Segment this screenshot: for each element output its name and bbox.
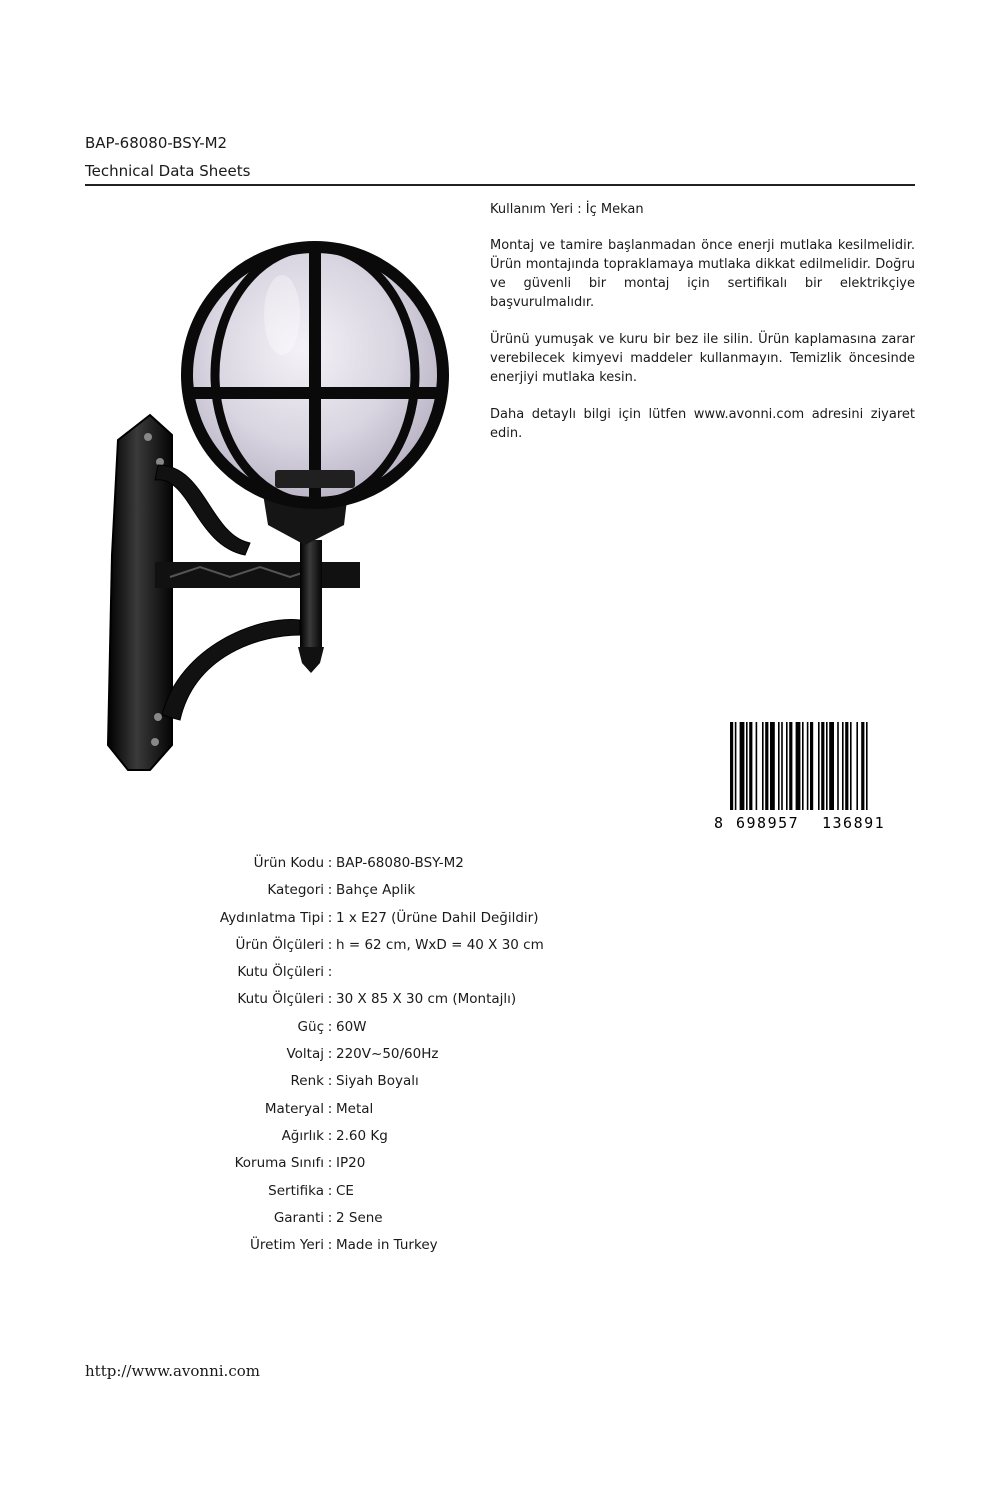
spec-label: Materyal [264,1100,324,1117]
spec-label: Ağırlık [281,1127,324,1144]
spec-value: 2.60 Kg [336,1127,388,1144]
barcode-bar [850,722,852,810]
document-header [85,132,915,182]
barcode-bar [735,722,737,810]
spec-value: Metal [336,1100,374,1117]
barcode-bar [845,722,848,810]
spec-value: 1 x E27 (Ürüne Dahil Değildir) [336,909,539,926]
lower-arm [162,619,300,720]
spec-row: Materyal : Metal [150,1096,544,1123]
spec-row: Kutu Ölçüleri : [150,959,544,986]
usage-line: Kullanım Yeri : İç Mekan [490,202,644,217]
barcode-bar [796,722,801,810]
barcode-bar [781,722,783,810]
spec-value: 30 X 85 X 30 cm (Montajlı) [336,991,517,1008]
barcode-bars [730,722,868,810]
barcode-bar [756,722,758,810]
product-image [100,225,470,785]
installation-notice: Montaj ve tamire başlanmadan önce enerji mutlaka kesilmelidir. Ürün montajında topraklamaya mutlaka dikkat edilmelidir. Doğru ve güvenli bir montaj için sertifikalı bir elektrikçiye başvurulmalıdır. [490,238,915,310]
spec-value: Made in Turkey [336,1237,438,1254]
spec-value: 60W [336,1018,367,1035]
barcode-bar [821,722,824,810]
barcode-bar [837,722,839,810]
barcode-bar [778,722,780,810]
spec-value: 220V~50/60Hz [336,1046,439,1063]
spec-label: Renk [290,1073,324,1090]
barcode-digits-left: 698957 [736,814,800,832]
spec-row: Kutu Ölçüleri : 30 X 85 X 30 cm (Montajlı) [150,986,544,1013]
info-section [490,200,915,461]
spec-value: BAP-68080-BSY-M2 [336,855,464,871]
spec-value: Bahçe Aplik [336,882,416,899]
document-subtitle: Technical Data Sheets [85,162,251,180]
spec-label: Aydınlatma Tipi [219,909,324,926]
more-info-notice: Daha detaylı bilgi için lütfen www.avonni.com adresini ziyaret edin. [490,407,915,441]
spec-row: Koruma Sınıfı : IP20 [150,1150,544,1177]
spec-label: Garanti [273,1209,324,1226]
barcode-bar [829,722,834,810]
barcode-bar [789,722,792,810]
barcode-bar [861,722,864,810]
spec-label: Güç [297,1018,324,1035]
barcode-bar [856,722,858,810]
spec-label: Kategori [267,882,324,899]
spec-row: Güç : 60W [150,1014,544,1041]
spec-label: Kutu Ölçüleri [237,991,324,1008]
spec-row: Garanti : 2 Sene [150,1205,544,1232]
spec-row: Ürün Ölçüleri : h = 62 cm, WxD = 40 X 30 cm [150,932,544,959]
barcode-bar [866,722,868,810]
barcode-bar [818,722,820,810]
spec-label: Üretim Yeri [250,1237,324,1254]
spec-value: IP20 [336,1155,366,1172]
barcode-bar [810,722,813,810]
barcode-bar [730,722,733,810]
spec-value: Siyah Boyalı [336,1073,419,1090]
barcode [712,720,917,832]
cleaning-notice: Ürünü yumuşak ve kuru bir bez ile silin. Ürün kaplamasına zarar verebilecek kimyevi maddeler kullanmayın. Temizlik öncesinde enerjiyi mutlaka kesin. [490,332,915,385]
spec-label: Kutu Ölçüleri [237,964,324,981]
spec-row: Aydınlatma Tipi : 1 x E27 (Ürüne Dahil Değildir) [150,905,544,932]
spec-row: Ürün Kodu : BAP-68080-BSY-M2 [150,850,544,877]
spec-row: Voltaj : 220V~50/60Hz [150,1041,544,1068]
spec-value: 2 Sene [336,1209,383,1226]
barcode-bar [765,722,768,810]
barcode-digit-first: 8 [714,814,724,832]
header-divider [85,184,915,186]
spec-label: Voltaj [286,1046,324,1063]
spec-label: Koruma Sınıfı [234,1155,324,1172]
barcode-digits-right: 136891 [822,814,886,832]
barcode-bar [740,722,745,810]
spec-row: Sertifika : CE [150,1178,544,1205]
spec-row: Üretim Yeri : Made in Turkey [150,1232,544,1259]
horizontal-bar [155,562,360,588]
product-code-title: BAP-68080-BSY-M2 [85,134,228,152]
spec-row: Renk : Siyah Boyalı [150,1068,544,1095]
spec-label: Ürün Ölçüleri [235,936,324,953]
barcode-bar [842,722,844,810]
finial [298,647,324,673]
usage-value: İç Mekan [585,202,644,217]
spec-table [150,850,544,1259]
barcode-bar [762,722,764,810]
barcode-bar [807,722,809,810]
barcode-bar [746,722,748,810]
footer-website-link[interactable]: http://www.avonni.com [85,1362,260,1380]
usage-label: Kullanım Yeri [490,202,574,217]
spec-row: Ağırlık : 2.60 Kg [150,1123,544,1150]
barcode-bar [749,722,752,810]
spec-value: CE [336,1182,354,1199]
barcode-bar [770,722,775,810]
spec-label: Ürün Kodu [253,855,324,871]
barcode-bar [786,722,788,810]
spec-label: Sertifika [268,1182,324,1199]
barcode-bar [826,722,828,810]
spec-row: Kategori : Bahçe Aplik [150,877,544,904]
barcode-bar [802,722,804,810]
spec-value: h = 62 cm, WxD = 40 X 30 cm [336,936,544,953]
